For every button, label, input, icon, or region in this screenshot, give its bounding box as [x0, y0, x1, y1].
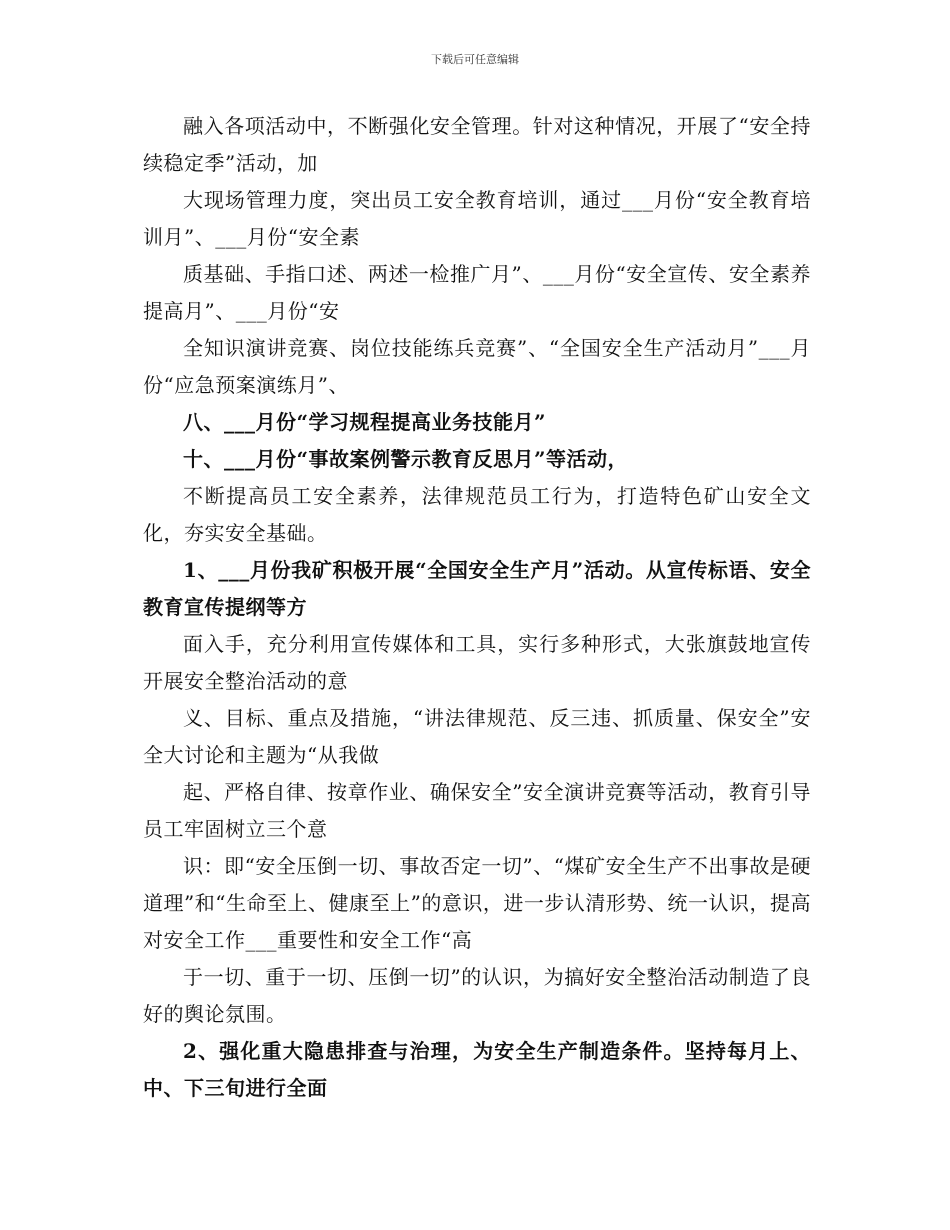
paragraph-8: 1、___月份我矿积极开展“全国安全生产月”活动。从宣传标语、安全教育宣传提纲等方 [143, 558, 811, 619]
paragraph-13: 于一切、重于一切、压倒一切”的认识，为搞好安全整治活动制造了良好的舆论氛围。 [143, 965, 811, 1026]
paragraph-12: 识：即“安全压倒一切、事故否定一切”、“煤矿安全生产不出事故是硬道理”和“生命至上、健康至上”的意识，进一步认清形势、统一认识，提高对安全工作___重要性和安全工作“高 [143, 854, 811, 952]
paragraph-2: 大现场管理力度，突出员工安全教育培训，通过___月份“安全教育培训月”、___月份“安全素 [143, 188, 811, 249]
paragraph-7: 不断提高员工安全素养，法律规范员工行为，打造特色矿山安全文化，夯实安全基础。 [143, 484, 811, 545]
paragraph-4: 全知识演讲竞赛、岗位技能练兵竞赛”、“全国安全生产活动月”___月份“应急预案演练月”、 [143, 336, 811, 397]
document-body [143, 108, 811, 1107]
paragraph-6: 十、___月份“事故案例警示教育反思月”等活动， [183, 447, 629, 471]
paragraph-5: 八、___月份“学习规程提高业务技能月” [183, 410, 547, 434]
paragraph-11: 起、严格自律、按章作业、确保安全”安全演讲竞赛等活动，教育引导员工牢固树立三个意 [143, 780, 811, 841]
paragraph-14: 2、强化重大隐患排查与治理，为安全生产制造条件。坚持每月上、中、下三旬进行全面 [143, 1039, 811, 1100]
paragraph-10: 义、目标、重点及措施，“讲法律规范、反三违、抓质量、保安全”安全大讨论和主题为“从我做 [143, 706, 811, 767]
paragraph-9: 面入手，充分利用宣传媒体和工具，实行多种形式，大张旗鼓地宣传开展安全整治活动的意 [143, 632, 811, 693]
paragraph-1: 融入各项活动中，不断强化安全管理。针对这种情况，开展了“安全持续稳定季”活动，加 [143, 114, 811, 175]
paragraph-3: 质基础、手指口述、两述一检推广月”、___月份“安全宣传、安全素养提高月”、___月份“安 [143, 262, 811, 323]
page-header: 下载后可任意编辑 [431, 53, 519, 66]
